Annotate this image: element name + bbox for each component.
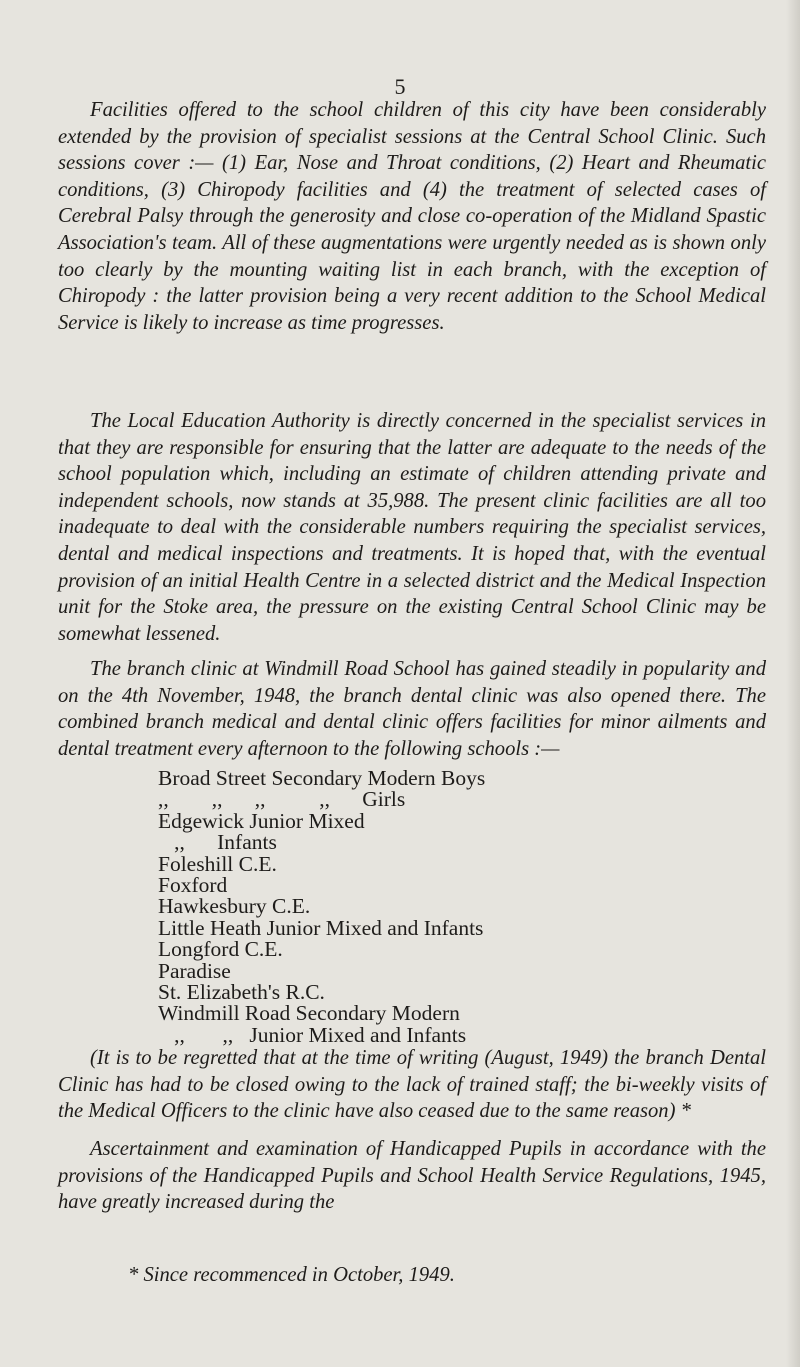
footnote: * Since recommenced in October, 1949.	[128, 1264, 455, 1286]
list-item: ,, ,, ,, ,, Girls	[158, 787, 406, 812]
paragraph-specialist-sessions: Facilities offered to the school children of this city have been considerably extended by the provision of specialist sessions at the Central School Clinic. Such sessions cover :— (1) Ear, Nose and Throat conditions, (2) Heart and Rheumatic conditions, (3) Chiropody facilities and (4) the treatment of selected cases of Cerebral Palsy through the generosity and close co-operation of the Midland Spastic Association's team. All of these augmentations were urgently needed as is shown only too clearly by the mounting waiting list in each branch, with the exception of Chiropody : the latter provision being a very recent addition to the School Medical Service is likely to increase as time progresses.	[58, 99, 766, 334]
list-item: ,, ,, Junior Mixed and Infants	[158, 1022, 467, 1047]
list-item: Little Heath Junior Mixed and Infants	[158, 915, 484, 940]
list-item: St. Elizabeth's R.C.	[158, 980, 325, 1005]
list-item: Longford C.E.	[158, 937, 283, 962]
list-item: Hawkesbury C.E.	[158, 894, 311, 919]
schools-list	[158, 768, 718, 1046]
list-item: Broad Street Secondary Modern Boys	[158, 766, 486, 790]
list-item: Foleshill C.E.	[158, 851, 277, 876]
paragraph-handicapped-pupils: Ascertainment and examination of Handicapped Pupils in accordance with the provisions of the Handicapped Pupils and School Health Service Regulations, 1945, have greatly increased during the	[58, 1138, 766, 1214]
list-item: ,, Infants	[158, 830, 277, 855]
paragraph-dental-clinic-closure: (It is to be regretted that at the time of writing (August, 1949) the branch Dental Clinic has had to be closed owing to the lack of trained staff; the bi-weekly visits of the Medical Officers to the clinic have also ceased due to the same reason) *	[58, 1047, 766, 1123]
page-edge-shadow	[786, 0, 800, 1367]
paragraph-education-authority: The Local Education Authority is directly concerned in the specialist services in that they are responsible for ensuring that the latter are adequate to the needs of the school population which, including an estimate of children attending private and independent schools, now stands at 35,988. The present clinic facilities are all too inadequate to deal with the considerable numbers requiring the specialist services, dental and medical inspections and treatments. It is hoped that, with the eventual provision of an initial Health Centre in a selected district and the Medical Inspection unit for the Stoke area, the pressure on the existing Central School Clinic may be somewhat lessened.	[58, 410, 766, 645]
paragraph-branch-clinic: The branch clinic at Windmill Road School has gained steadily in popularity and on the 4th November, 1948, the branch dental clinic was also opened there. The combined branch medical and dental clinic offers facilities for minor ailments and dental treatment every afternoon to the following schools :—	[58, 658, 766, 760]
list-item: Foxford	[158, 873, 228, 898]
page-number: 5	[394, 74, 406, 99]
list-item: Paradise	[158, 958, 231, 983]
list-item: Edgewick Junior Mixed	[158, 808, 365, 833]
list-item: Windmill Road Secondary Modern	[158, 1001, 460, 1026]
